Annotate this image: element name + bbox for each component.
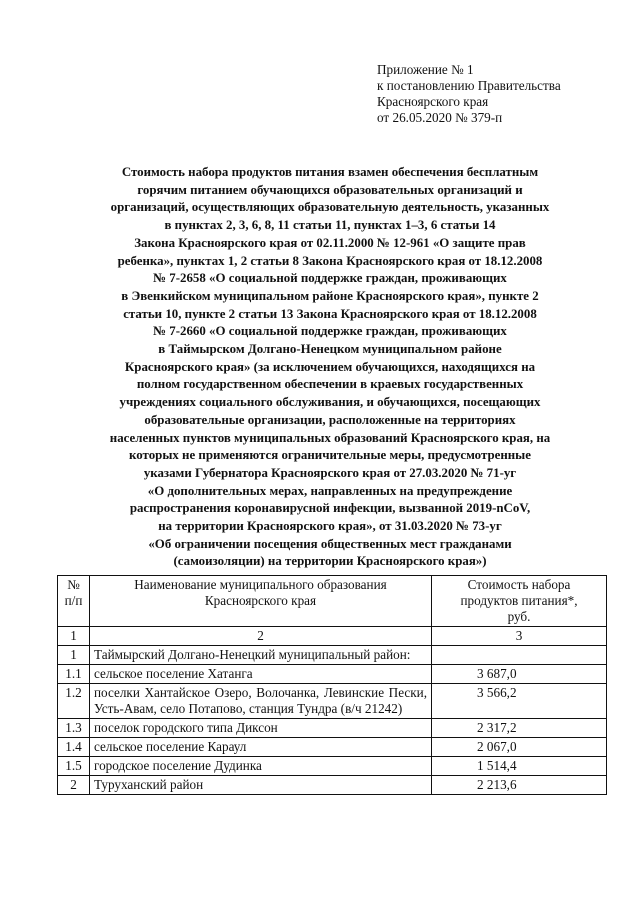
appendix-date: от 26.05.2020 № 379-п [377,110,503,125]
table-row [58,738,607,757]
title-line: горячим питанием обучающихся образовательных организаций и [137,182,523,197]
header-number-line1: № [67,577,80,592]
title-line: полном государственном обеспечении в краевых государственных [136,377,524,392]
table-row [58,719,607,738]
row-number: 1.2 [58,684,90,719]
row-municipality: Туруханский район [90,776,432,795]
header-cost-line2: продуктов питания*, [460,593,578,608]
row-number: 1.5 [58,757,90,776]
row-municipality: сельское поселение Хатанга [90,665,432,684]
title-line: ребенка», пунктах 1, 2 статьи 8 Закона Красноярского края от 18.12.2008 [117,253,543,268]
title-line: № 7-2660 «О социальной поддержке граждан, проживающих [153,324,507,339]
header-cost [432,576,607,627]
row-number: 1.4 [58,738,90,757]
row-municipality: поселок городского типа Диксон [90,719,432,738]
title-line: в Таймырском Долгано-Ненецком муниципальном районе [158,342,502,357]
row-cost: 2 067,0 [432,738,607,757]
appendix-region: Красноярского края [377,94,489,109]
column-index-row [58,627,607,646]
column-index-cell: 1 [58,627,90,646]
header-municipality [90,576,432,627]
row-cost: 3 566,2 [432,684,607,719]
title-line: «О дополнительных мерах, направленных на предупреждение [147,483,513,498]
table-row [58,776,607,795]
column-index-cell: 2 [90,627,432,646]
header-number [58,576,90,627]
title-line: на территории Красноярского края», от 31.03.2020 № 73-уг [158,519,502,534]
row-number: 2 [58,776,90,795]
appendix-resolution: к постановлению Правительства [377,78,561,93]
title-line: указами Губернатора Красноярского края от 27.03.2020 № 71-уг [143,465,517,480]
title-line: Стоимость набора продуктов питания взамен обеспечения бесплатным [121,165,539,179]
header-municipality-line1: Наименование муниципального образования [134,577,387,592]
title-line: (самоизоляции) на территории Красноярского края») [173,554,487,569]
title-line: № 7-2658 «О социальной поддержке граждан, проживающих [153,271,507,286]
title-line: распространения коронавирусной инфекции, вызванной 2019-nCoV, [129,501,531,516]
row-cost: 3 687,0 [432,665,607,684]
table-row [58,684,607,719]
table-row [58,665,607,684]
row-number: 1.3 [58,719,90,738]
header-cost-line1: Стоимость набора [467,577,571,592]
title-line: которых не применяются ограничительные меры, предусмотренные [129,448,531,463]
title-line: в пунктах 2, 3, 6, 8, 11 статьи 11, пунктах 1–3, 6 статьи 14 [164,218,496,233]
row-cost: 1 514,4 [432,757,607,776]
title-line: населенных пунктов муниципальных образований Красноярского края, на [109,430,551,445]
row-number: 1 [58,646,90,665]
row-municipality: Таймырский Долгано-Ненецкий муниципальный район: [90,646,432,665]
document-title [60,164,600,571]
row-cost: 2 317,2 [432,719,607,738]
row-municipality: сельское поселение Караул [90,738,432,757]
row-municipality: поселки Хантайское Озеро, Волочанка, Левинские Пески, Усть-Авам, село Потапово, станция Тундра (в/ч 21242) [90,684,432,719]
row-cost [432,646,607,665]
table-header-row [58,576,607,627]
title-line: Красноярского края» (за исключением обучающихся, находящихся на [124,359,536,374]
title-line: «Об ограничении посещения общественных мест гражданами [148,536,512,551]
row-cost: 2 213,6 [432,776,607,795]
header-cost-line3: руб. [507,609,531,624]
title-line: статьи 10, пункте 2 статьи 13 Закона Красноярского края от 18.12.2008 [123,306,537,321]
column-index-cell: 3 [432,627,607,646]
title-line: Закона Красноярского края от 02.11.2000 № 12-961 «О защите прав [134,235,526,250]
row-number: 1.1 [58,665,90,684]
table-row [58,646,607,665]
row-municipality: городское поселение Дудинка [90,757,432,776]
header-number-line2: п/п [64,593,83,608]
appendix-header [377,62,561,126]
appendix-number: Приложение № 1 [377,62,474,77]
title-line: учреждениях социального обслуживания, и обучающихся, посещающих [119,395,541,410]
title-line: в Эвенкийском муниципальном районе Красноярского края», пункте 2 [121,288,539,303]
header-municipality-line2: Красноярского края [204,593,317,608]
cost-table [57,575,607,795]
table-row [58,757,607,776]
title-line: организаций, осуществляющих образовательную деятельность, указанных [110,200,550,215]
title-line: образовательные организации, расположенные на территориях [144,412,516,427]
